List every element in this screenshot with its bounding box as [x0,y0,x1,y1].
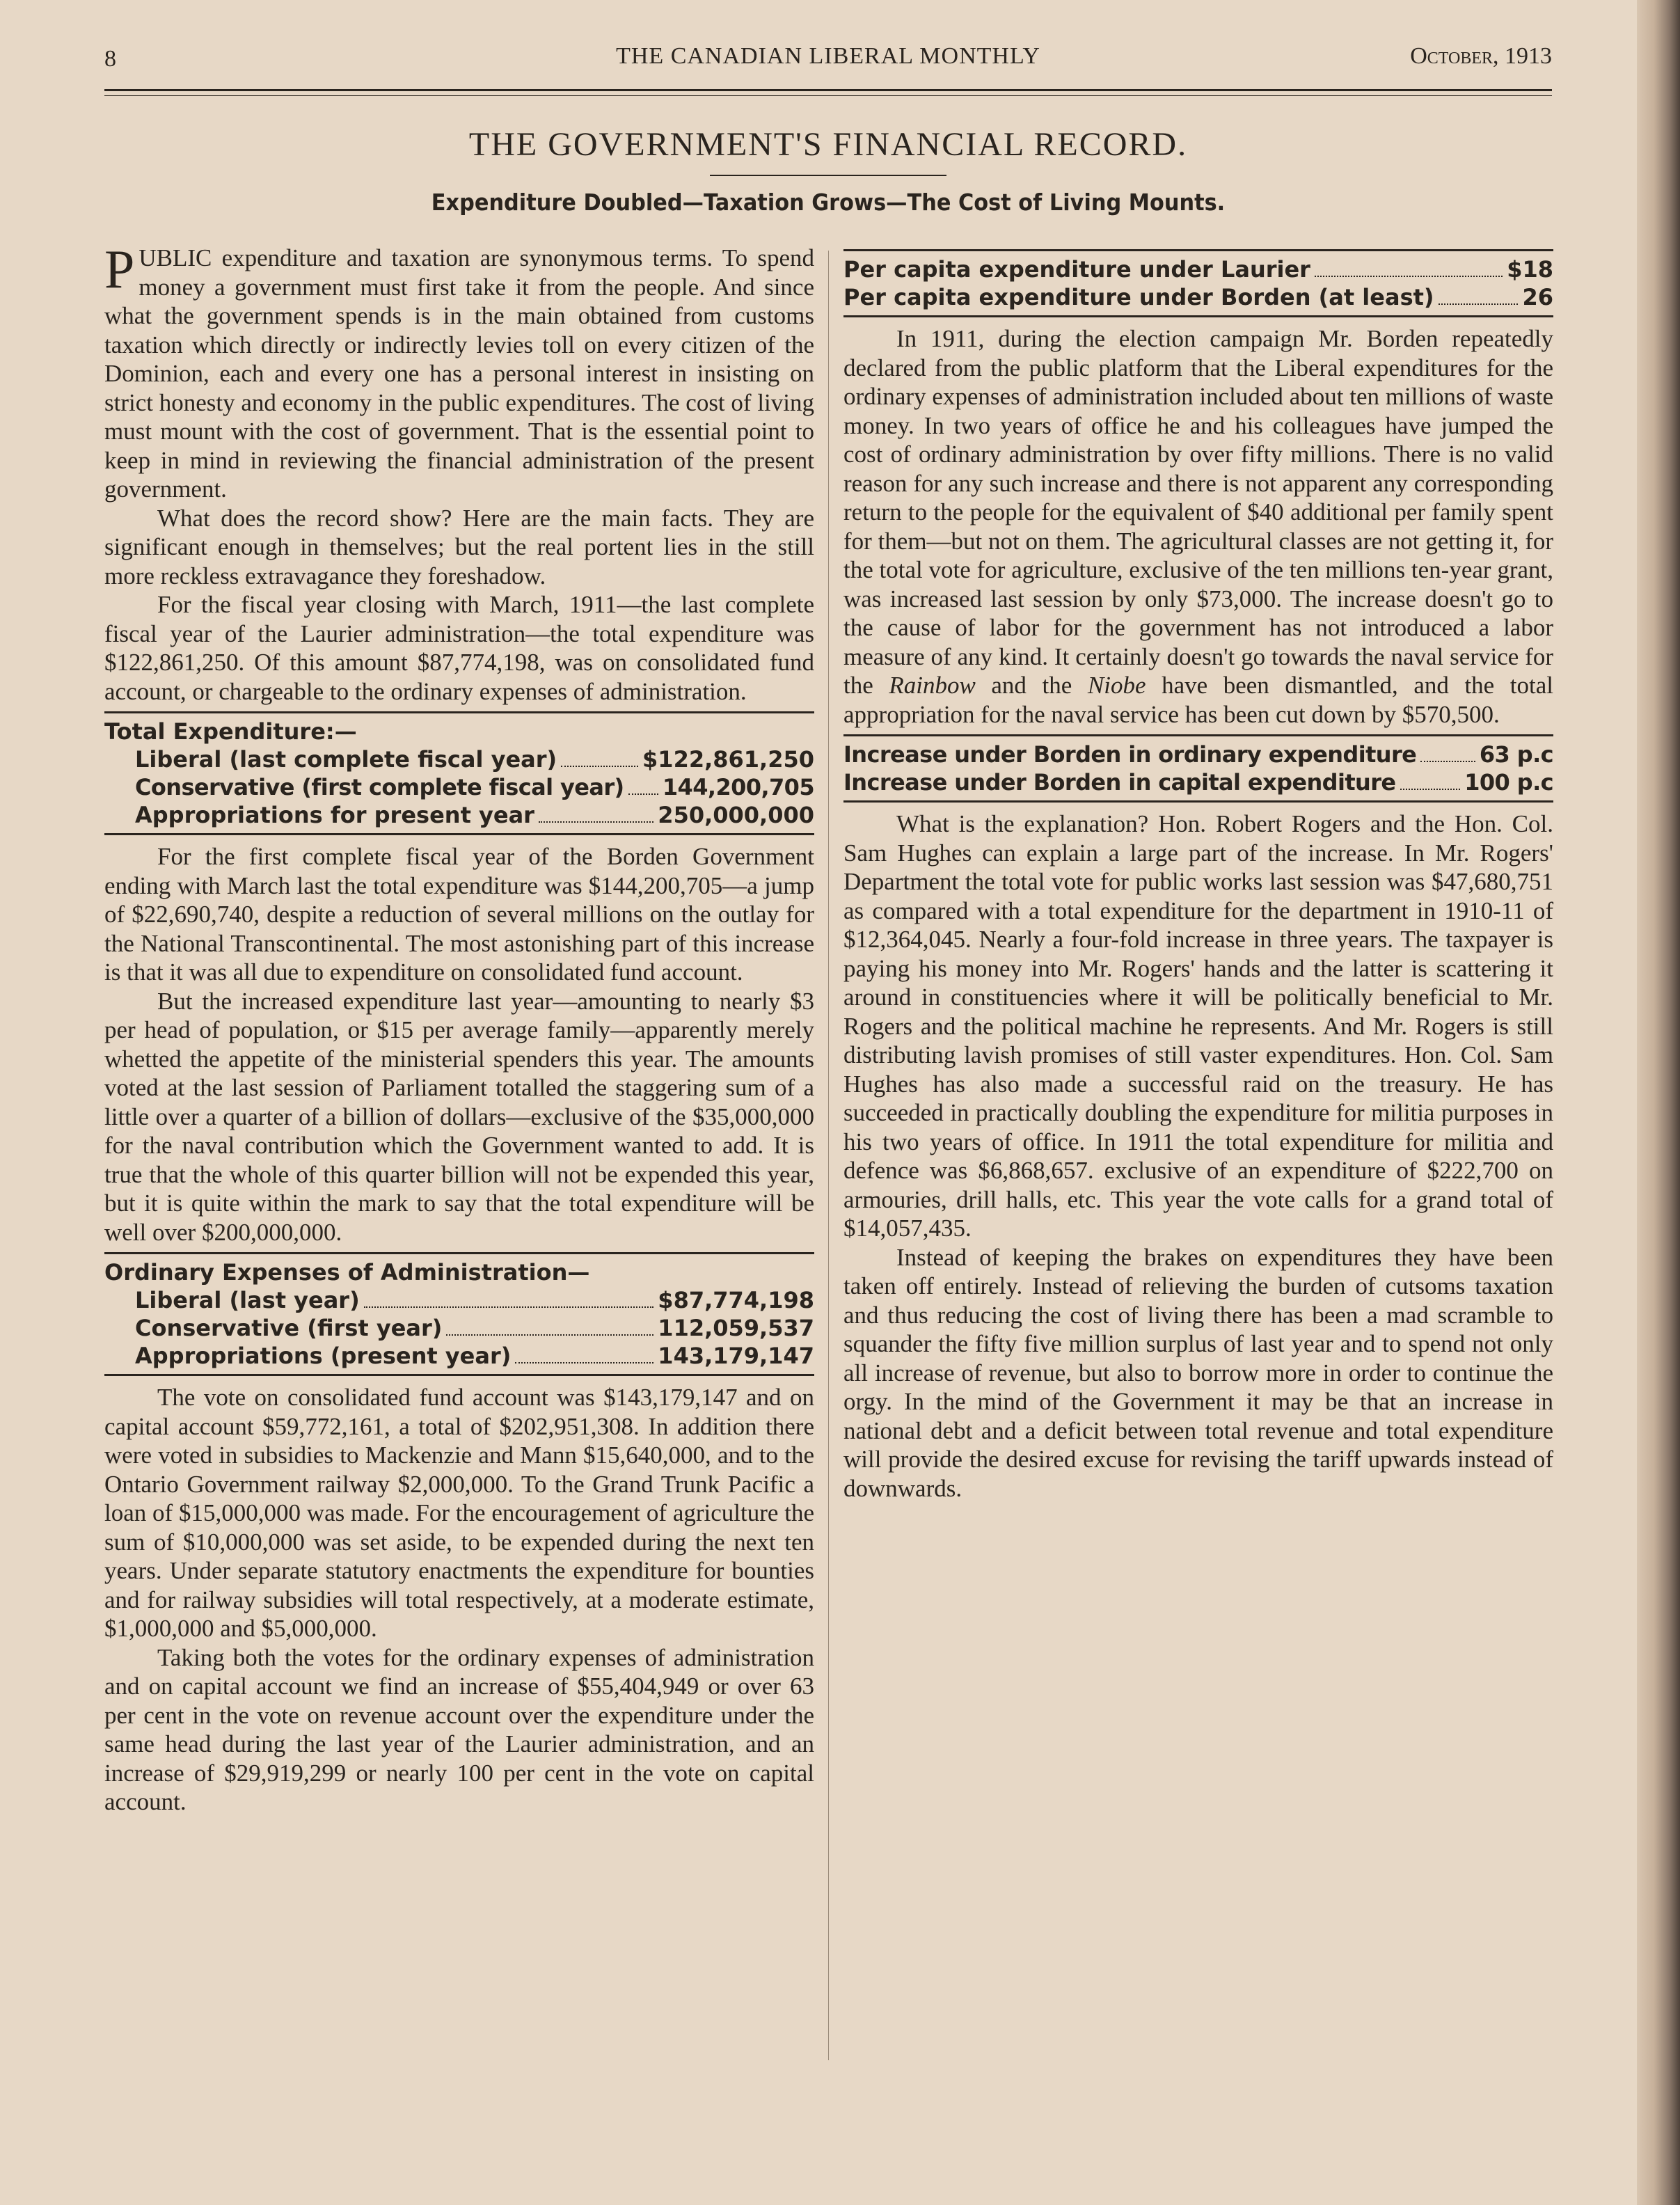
ship-name: Rainbow [889,672,976,699]
header-rule [104,89,1552,96]
table-row: Liberal (last year) $87,774,198 [135,1287,814,1313]
table-row: Conservative (first year) 112,059,537 [135,1315,814,1341]
table-row: Liberal (last complete fiscal year) $122,861,250 [135,746,814,773]
paragraph: For the first complete fiscal year of the Borden Government ending with March last the total expenditure was $144,200,705—a jump of $22,690,740, despite a reduction of several millions on the outlay for the National Transcontinental. The most astonishing part of this increase is that it was all due to expenditure on consolidated fund account. [104,843,814,986]
paragraph: PUBLIC expenditure and taxation are synonymous terms. To spend money a government must first take it from the people. And since what the government spends is in the main obtained from customs taxation which directly or indirectly levies toll on every citizen of the Dominion, each and every one has a personal interest in insisting on strict honesty and economy in the public expenditures. The cost of living must mount with the cost of government. That is the essential point to keep in mind in reviewing the financial administration of the present government. [104,239,814,503]
issue-date: October, 1913 [1410,43,1552,69]
table-heading: Total Expenditure:— [104,718,357,745]
total-expenditure-table [104,711,814,835]
table-row: Increase under Borden in ordinary expenditure 63 p.c [843,741,1553,768]
table-heading: Ordinary Expenses of Administration— [104,1259,590,1286]
per-capita-table [843,249,1553,317]
article-body [104,239,1553,2123]
paragraph: What is the explanation? Hon. Robert Rogers and the Hon. Col. Sam Hughes can explain a large part of the increase. In Mr. Rogers' Department the total vote for public works last session was $47,680,751 as compared with a total expenditure for the department in 1910-11 of $12,364,045. Nearly a four-fold increase in three years. The taxpayer is paying his money into Mr. Rogers' hands and the latter is scattering it around in constituencies where it will be politically beneficial to Mr. Rogers and the political machine he represents. And Mr. Rogers is still distributing lavish promises of still vaster expenditures. Hon. Col. Sam Hughes has also made a successful raid on the treasury. He has succeeded in practically doubling the expenditure for militia purposes in his two years of office. In 1911 the total expenditure for militia and defence was $6,868,657. exclusive of an expenditure of $222,700 on armouries, drill halls, etc. This year the vote calls for a grand total of $14,057,435. [843,810,1553,1242]
ship-name: Niobe [1087,672,1146,699]
column-divider [828,251,829,2060]
right-column [843,244,1553,1503]
table-row: Appropriations (present year) 143,179,147 [135,1343,814,1369]
ordinary-expenses-table [104,1252,814,1376]
paragraph: In 1911, during the election campaign Mr. Borden repeatedly declared from the public platform that the Liberal expenditures for the ordinary expenses of administration included about ten millions of waste money. In two years of office he and his colleagues have jumped the cost of ordinary administration by over fifty millions. There is no valid reason for any such increase and there is not apparent any corresponding return to the people for the equivalent of $40 additional per family spent for them—but not on them. The agricultural classes are not getting it, for the total vote for agriculture, exclusive of the ten millions ten-year grant, was increased last session by only $73,000. The increase doesn't go to the cause of labor for the government has not introduced a labor measure of any kind. It certainly doesn't go towards the naval service for the Rainbow and the Niobe have been dismantled, and the total appropriation for the naval service has been cut down by $570,500. [843,325,1553,728]
title-rule [710,175,946,176]
paragraph: But the increased expenditure last year—amounting to nearly $3 per head of population, or $15 per average family—apparently merely whetted the appetite of the ministerial spenders this year. The amounts voted at the last session of Parliament totalled the staggering sum of a little over a quarter of a billion of dollars—exclusive of the $35,000,000 for the naval contribution which the Government wanted to add. It is true that the whole of this quarter billion will not be expended this year, but it is quite within the mark to say that the total expenditure will be well over $200,000,000. [104,987,814,1246]
table-row: Increase under Borden in capital expenditure 100 p.c [843,769,1553,796]
drop-cap: P [104,239,135,299]
paragraph: Taking both the votes for the ordinary expenses of administration and on capital account we find an increase of $55,404,949 or over 63 per cent in the vote on revenue account over the expenditure under the same head during the last year of the Laurier administration, and an increase of $29,919,299 or nearly 100 per cent in the vote on capital account. [104,1643,814,1815]
table-row: Conservative (first complete fiscal year) 144,200,705 [135,774,814,800]
paragraph: For the fiscal year closing with March, 1911—the last complete fiscal year of the Laurier administration—the total expenditure was $122,861,250. Of this amount $87,774,198, was on consolidated fund account, or chargeable to the ordinary expenses of administration. [104,591,814,705]
magazine-page [104,39,1552,2123]
running-header [104,39,1552,77]
table-row: Per capita expenditure under Laurier $18 [843,256,1553,283]
table-row: Per capita expenditure under Borden (at least) 26 [843,284,1553,310]
article-subtitle: Expenditure Doubled—Taxation Grows—The Cost of Living Mounts. [431,189,1226,216]
increase-table [843,734,1553,803]
article-title: THE GOVERNMENT'S FINANCIAL RECORD. [468,126,1188,163]
masthead: THE CANADIAN LIBERAL MONTHLY [616,43,1040,69]
paragraph: The vote on consolidated fund account was $143,179,147 and on capital account $59,772,161, a total of $202,951,308. In addition there were voted in subsidies to Mackenzie and Mann $15,640,000, and to the Ontario Government railway $2,000,000. To the Grand Trunk Pacific a loan of $15,000,000 was made. For the encouragement of agriculture the sum of $10,000,000 was set aside, to be expended during the next ten years. Under separate statutory enactments the expenditure for bounties and for railway subsidies will total respectively, at a moderate estimate, $1,000,000 and $5,000,000. [104,1384,814,1642]
left-column [104,239,814,1817]
page-edge-shadow [1637,0,1680,2205]
table-row: Appropriations for present year 250,000,000 [135,802,814,828]
paragraph: Instead of keeping the brakes on expenditures they have been taken off entirely. Instead of relieving the burden of cutsoms taxation and thus reducing the cost of living there has been a mad scramble to squander the fifty five million surplus of last year and to spend not only all increase of revenue, but also to borrow more in order to continue the orgy. In the mind of the Government it may be that an increase in national debt and a deficit between total revenue and total expenditure will provide the desired excuse for revising the tariff upwards instead of downwards. [843,1243,1553,1502]
paragraph: What does the record show? Here are the main facts. They are significant enough in themselves; but the real portent lies in the still more reckless extravagance they foreshadow. [104,504,814,590]
page-number: 8 [104,46,116,72]
